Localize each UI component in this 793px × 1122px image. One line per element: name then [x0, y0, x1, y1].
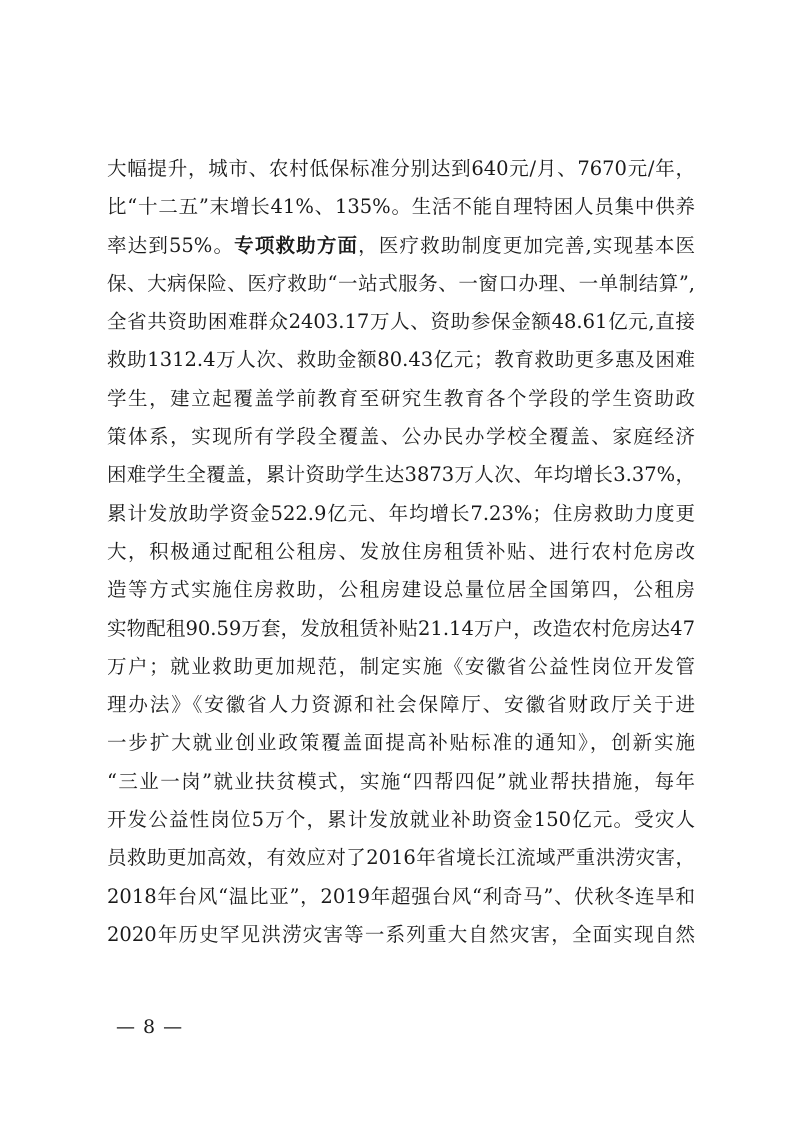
body-paragraph [107, 150, 695, 954]
text-line: 造等方式实施住房救助，公租房建设总量位居全国第四，公租房 [107, 578, 695, 602]
text-line: 救助1312.4万人次、救助金额80.43亿元；教育救助更多惠及困难 [107, 348, 695, 372]
text-line: 比“十二五”末增长41%、135%。生活不能自理特困人员集中供养 [107, 195, 695, 219]
text-line: 2018年台风“温比亚”，2019年超强台风“利奇马”、伏秋冬连旱和 [107, 884, 695, 908]
text-line: 一步扩大就业创业政策覆盖面提高补贴标准的通知》，创新实施 [107, 731, 695, 755]
text-line: 2020年历史罕见洪涝灾害等一系列重大自然灾害，全面实现自然 [107, 922, 695, 946]
inline-heading: 专项救助方面 [234, 233, 359, 257]
text-line: 学生，建立起覆盖学前教育至研究生教育各个学段的学生资助政 [107, 386, 695, 410]
text-line-with-heading [107, 227, 695, 265]
text-line: 困难学生全覆盖，累计资助学生达3873万人次、年均增长3.37%， [107, 463, 695, 487]
text-line: 累计发放助学资金522.9亿元、年均增长7.23%；住房救助力度更 [107, 501, 695, 525]
text-segment: ，医疗救助制度更加完善,实现基本医 [358, 233, 695, 257]
text-line: 理办法》《安徽省人力资源和社会保障厅、安徽省财政厅关于进 [107, 693, 695, 717]
text-line: 万户；就业救助更加规范，制定实施《安徽省公益性岗位开发管 [107, 654, 695, 678]
text-line: 员救助更加高效，有效应对了2016年省境长江流域严重洪涝灾害， [107, 846, 695, 870]
text-line: 实物配租90.59万套，发放租赁补贴21.14万户，改造农村危房达47 [107, 616, 695, 640]
text-line: 策体系，实现所有学段全覆盖、公办民办学校全覆盖、家庭经济 [107, 425, 695, 449]
text-line: “三业一岗”就业扶贫模式，实施“四帮四促”就业帮扶措施，每年 [107, 769, 695, 793]
text-line: 大，积极通过配租公租房、发放住房租赁补贴、进行农村危房改 [107, 539, 695, 563]
text-line: 大幅提升，城市、农村低保标准分别达到640元/月、7670元/年， [107, 157, 695, 180]
text-line: 保、大病保险、医疗救助“一站式服务、一窗口办理、一单制结算”, [107, 271, 695, 295]
text-line: 全省共资助困难群众2403.17万人、资助参保金额48.61亿元,直接 [107, 310, 695, 334]
text-segment: 率达到55%。 [107, 233, 235, 257]
text-line: 开发公益性岗位5万个，累计发放就业补助资金150亿元。受灾人 [107, 808, 695, 832]
page-number: — 8 — [116, 1016, 184, 1038]
